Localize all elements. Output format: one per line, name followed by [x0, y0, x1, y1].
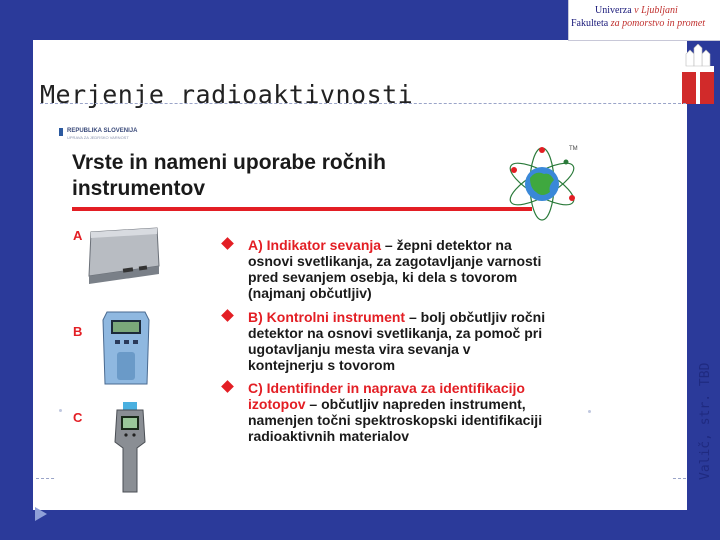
bullet-b — [248, 309, 545, 373]
slide-image — [55, 112, 672, 510]
bullet-c-line-2: izotopov – občutljiv napreden instrument, — [248, 396, 526, 412]
label-a: A — [73, 228, 83, 243]
university-line-1: Univerza v Ljubljani — [595, 5, 678, 16]
survey-instrument-icon — [101, 308, 153, 388]
label-b: B — [73, 324, 83, 339]
bullet-a-line-4: (najmanj občutljiv) — [248, 285, 372, 301]
pager-detector-icon — [83, 224, 161, 286]
bullet-diamond-icon — [221, 380, 234, 393]
university-line-2: Fakulteta za pomorstvo in promet — [571, 18, 706, 29]
government-crest-icon — [59, 128, 63, 136]
faculty-crest-icon — [680, 44, 716, 106]
bullet-b-line-2: detektor na osnovi svetlikanja, za pomoč pri — [248, 325, 543, 341]
bullet-b-line-1: B) Kontrolni instrument – bolj občutljiv ročni — [248, 309, 546, 325]
bullet-diamond-icon — [221, 237, 234, 250]
bullet-a-line-3: pred sevanjem osebja, ki dela s tovorom — [248, 269, 518, 285]
side-caption: Valič, str. TBD — [698, 362, 713, 480]
government-subtitle: UPRAVA ZA JEDRSKO VARNOST — [67, 135, 129, 140]
red-divider — [72, 207, 532, 211]
bullet-c-line-4: radioaktivnih materialov — [248, 428, 410, 444]
decor-dot — [59, 409, 62, 412]
slide-title — [72, 150, 386, 202]
slide-title-line-1: Vrste in nameni uporabe ročnih — [72, 151, 386, 174]
bullet-a-line-2: osnovi svetlikanja, za zagotavljanje varnosti — [248, 253, 542, 269]
slide-title-line-2: instrumentov — [72, 177, 206, 200]
atom-globe-icon — [504, 142, 584, 222]
trademark-label: TM — [569, 146, 578, 152]
bullet-a — [248, 237, 541, 301]
bullet-diamond-icon — [221, 309, 234, 322]
bullet-c-line-1: C) Identifinder in naprava za identifikacijo — [248, 380, 525, 396]
bullet-b-line-4: kontejnerju s tovorom — [248, 357, 396, 373]
decor-dot — [588, 410, 591, 413]
play-triangle-icon — [35, 507, 47, 521]
identifier-device-icon — [113, 402, 147, 494]
government-logo — [61, 128, 161, 140]
bullet-b-line-3: ugotavljanju mesta vira sevanja v — [248, 341, 471, 357]
bullet-a-line-1: A) Indikator sevanja – žepni detektor na — [248, 237, 512, 253]
page-title: Merjenje radioaktivnosti — [40, 80, 414, 109]
bullet-c-line-3: namenjen točni spektroskopski identifikaciji — [248, 412, 543, 428]
title-divider — [40, 103, 686, 104]
label-c: C — [73, 410, 83, 425]
university-logo — [568, 0, 720, 41]
bullet-c — [248, 380, 542, 444]
government-name: REPUBLIKA SLOVENIJA — [67, 128, 138, 134]
